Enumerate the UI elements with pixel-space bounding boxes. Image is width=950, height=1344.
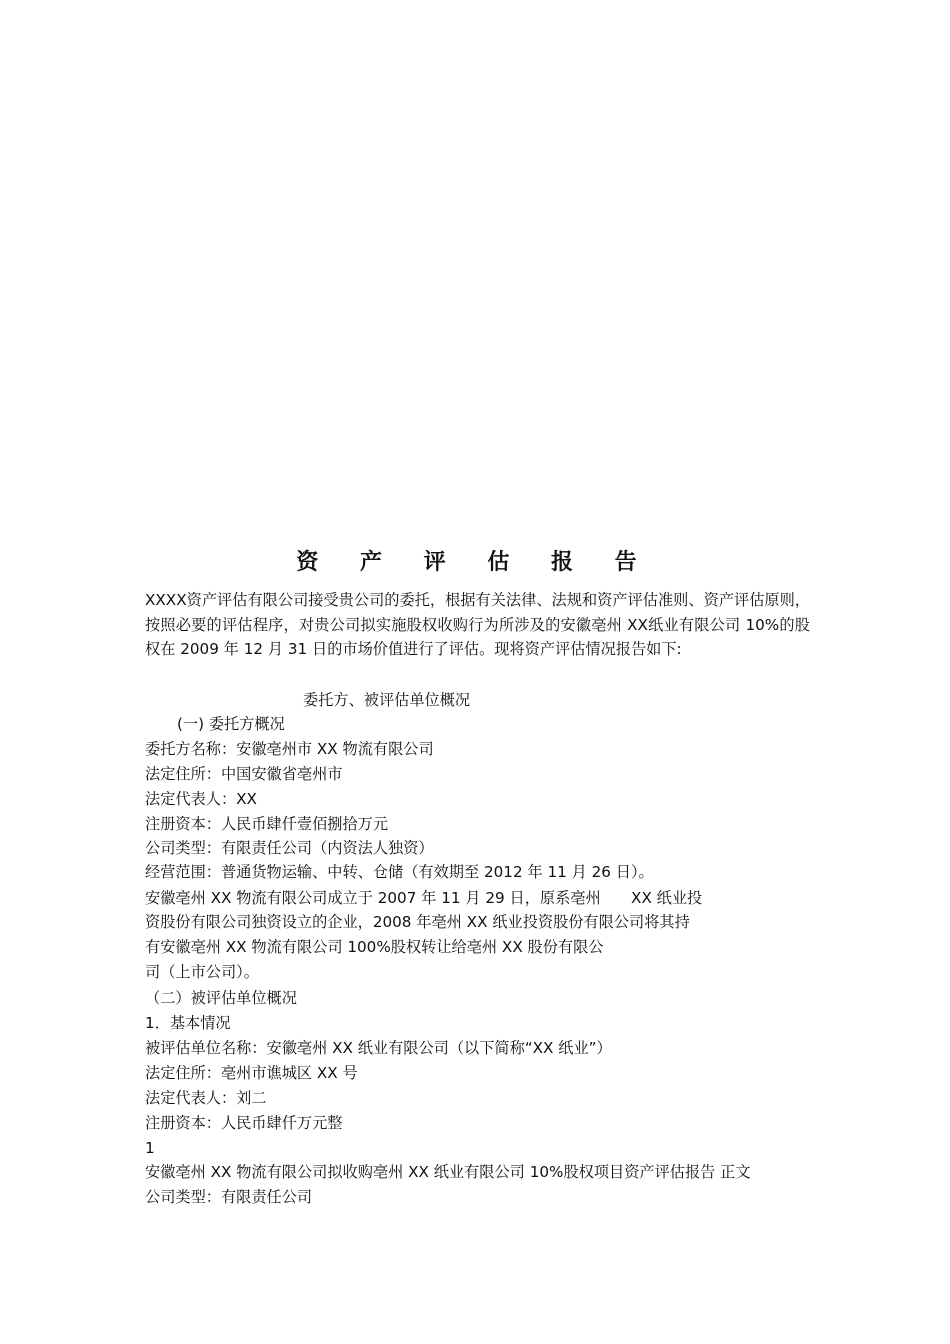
client-name: 委托方名称：安徽亳州市 XX 物流有限公司 [145,740,434,758]
client-history-line-4: 司（上市公司）。 [145,963,259,981]
running-footer-title: 安徽亳州 XX 物流有限公司拟收购亳州 XX 纸业有限公司 10%股权项目资产评估报告 正文 [145,1163,751,1181]
report-title: 资 产 评 估 报 告 [296,550,654,575]
target-representative: 法定代表人：刘二 [145,1089,267,1107]
client-address: 法定住所：中国安徽省亳州市 [145,765,343,783]
target-address: 法定住所：亳州市谯城区 XX 号 [145,1064,358,1082]
client-representative: 法定代表人：XX [145,790,257,808]
client-capital: 注册资本：人民币肆仟壹佰捌拾万元 [145,815,388,833]
subheading-client-overview: (一) 委托方概况 [177,715,285,733]
basic-info-heading: 1．基本情况 [145,1014,231,1032]
client-history-line-2: 资股份有限公司独资设立的企业，2008 年亳州 XX 纸业投资股份有限公司将其持 [145,913,690,931]
section-heading: 委托方、被评估单位概况 [303,691,471,709]
subheading-target-overview: （二）被评估单位概况 [145,989,297,1007]
target-capital: 注册资本：人民币肆仟万元整 [145,1114,343,1132]
target-name: 被评估单位名称：安徽亳州 XX 纸业有限公司（以下简称“XX 纸业”） [145,1039,612,1057]
page-number: 1 [145,1139,155,1157]
intro-paragraph: XXXX资产评估有限公司接受贵公司的委托，根据有关法律、法规和资产评估准则、资产评估原则，按照必要的评估程序，对贵公司拟实施股权收购行为所涉及的安徽亳州 XX纸业有限公司 10%的股权在 2009 年 12 月 31 日的市场价值进行了评估。现将资产评估情况报告如下: [145,591,810,658]
client-business-scope: 经营范围：普通货物运输、中转、仓储（有效期至 2012 年 11 月 26 日）。 [145,863,654,881]
client-history-line-3: 有安徽亳州 XX 物流有限公司 100%股权转让给亳州 XX 股份有限公 [145,938,604,956]
client-company-type: 公司类型：有限责任公司（内资法人独资） [145,839,434,857]
client-history-line-1: 安徽亳州 XX 物流有限公司成立于 2007 年 11 月 29 日，原系亳州 XX 纸业投 [145,889,703,907]
target-company-type: 公司类型：有限责任公司 [145,1188,313,1206]
